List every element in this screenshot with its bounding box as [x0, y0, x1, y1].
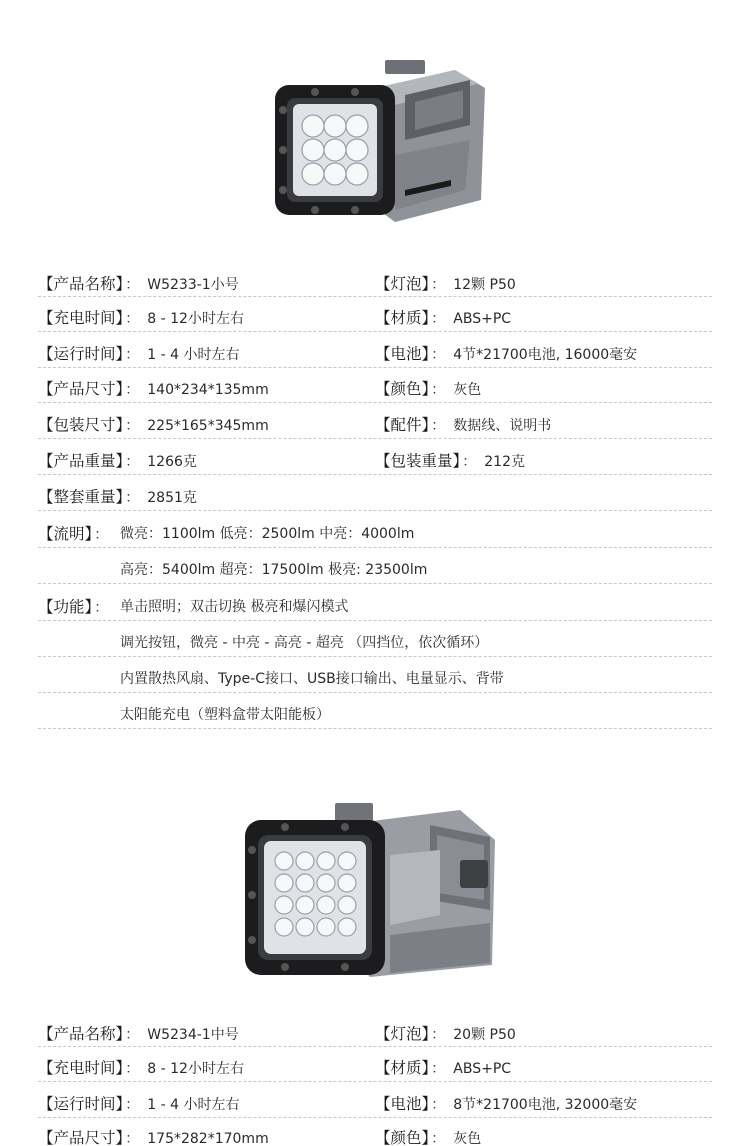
spec-row: [38, 1024, 712, 1047]
spec-cell: [38, 308, 244, 329]
spec-cell: [38, 1094, 239, 1115]
flashlight-9-led-icon: [255, 50, 495, 230]
spec-separator: ：: [431, 277, 446, 293]
spec-row: [38, 344, 712, 368]
spec-value: 微亮：1100lm 低亮：2500lm 中亮：4000lm: [120, 526, 415, 542]
spec-value: 1 - 4 小时左右: [147, 347, 240, 363]
spec-cell: [38, 524, 116, 545]
spec-label: 【运行时间】: [38, 345, 124, 363]
spec-separator: ：: [125, 490, 140, 506]
spec-cell: [38, 344, 239, 365]
spec-row: [38, 274, 712, 297]
spec-label: 【包装重量】: [375, 452, 461, 470]
spec-value: 8 - 12小时左右: [147, 311, 244, 327]
spec-separator: ：: [125, 311, 140, 327]
spec-value: 内置散热风扇、Type-C接口、USB接口输出、电量显示、背带: [120, 671, 504, 687]
spec-label: 【流明】: [38, 525, 93, 543]
spec-separator: ：: [431, 347, 446, 363]
spec-value: 高亮：5400lm 超亮：17500lm 极亮: 23500lm: [120, 562, 428, 578]
spec-value: 175*282*170mm: [147, 1131, 269, 1146]
spec-value: ABS+PC: [453, 1061, 512, 1077]
spec-separator: ：: [125, 1061, 140, 1077]
spec-value: ABS+PC: [453, 311, 512, 327]
spec-cell: [38, 274, 239, 295]
spec-label: 【产品名称】: [38, 275, 124, 293]
spec-separator: ：: [431, 311, 446, 327]
spec-label: 【颜色】: [375, 1129, 430, 1146]
spec-cell: [38, 451, 197, 472]
spec-separator: ：: [431, 1027, 446, 1043]
spec-separator: ：: [125, 382, 140, 398]
function-line: [120, 669, 504, 689]
spec-value: 225*165*345mm: [147, 418, 269, 434]
spec-label: 【包装尺寸】: [38, 416, 124, 434]
spec-cell: [38, 487, 197, 508]
spec-cell: [38, 1128, 269, 1146]
spec-separator: ：: [431, 382, 446, 398]
spec-label: 【充电时间】: [38, 309, 124, 327]
spec-cell: [375, 308, 511, 329]
spec-row: [38, 308, 712, 332]
spec-separator: ：: [125, 1027, 140, 1043]
function-row: [38, 633, 712, 657]
lumens-row: [38, 560, 712, 584]
lumens-line: [120, 560, 427, 580]
spec-label: 【材质】: [375, 1059, 430, 1077]
product-image-2: [0, 795, 750, 985]
spec-cell: [375, 1024, 516, 1045]
function-line: [120, 633, 488, 653]
spec-row: [38, 451, 712, 475]
spec-value: 1 - 4 小时左右: [147, 1097, 240, 1113]
spec-separator: ：: [125, 1097, 140, 1113]
spec-separator: ：: [125, 1131, 140, 1146]
spec-cell: [375, 379, 481, 400]
spec-value: 4节*21700电池, 16000毫安: [453, 347, 638, 363]
spec-cell: [375, 1058, 511, 1079]
spec-cell: [375, 451, 525, 472]
spec-separator: ：: [94, 600, 109, 616]
lumens-row: [38, 524, 712, 548]
spec-cell: [375, 1128, 481, 1146]
flashlight-12-led-icon: [240, 795, 510, 985]
spec-label: 【电池】: [375, 345, 430, 363]
spec-label: 【产品尺寸】: [38, 1129, 124, 1146]
spec-separator: ：: [431, 418, 446, 434]
spec-label: 【充电时间】: [38, 1059, 124, 1077]
spec-value: 2851克: [147, 490, 197, 506]
spec-separator: ：: [125, 277, 140, 293]
spec-value: 1266克: [147, 454, 197, 470]
spec-separator: ：: [462, 454, 477, 470]
function-line: [120, 597, 348, 617]
spec-separator: ：: [431, 1097, 446, 1113]
spec-value: 212克: [484, 454, 525, 470]
spec-cell: [38, 415, 269, 436]
lumens-line: [120, 524, 414, 544]
spec-value: W5234-1中号: [147, 1027, 239, 1043]
function-row: [38, 597, 712, 621]
spec-cell: [38, 379, 269, 400]
spec-separator: ：: [125, 418, 140, 434]
product-image-1: [0, 50, 750, 230]
spec-row: [38, 415, 712, 439]
spec-row: [38, 1058, 712, 1082]
function-row: [38, 705, 712, 729]
spec-separator: ：: [125, 454, 140, 470]
spec-value: 140*234*135mm: [147, 382, 269, 398]
spec-label: 【产品重量】: [38, 452, 124, 470]
spec-value: 20颗 P50: [453, 1027, 516, 1043]
spec-value: 8 - 12小时左右: [147, 1061, 244, 1077]
spec-cell: [38, 1058, 244, 1079]
spec-cell: [375, 344, 637, 365]
spec-cell: [375, 274, 516, 295]
spec-label: 【功能】: [38, 598, 93, 616]
spec-row: [38, 487, 712, 511]
spec-label: 【颜色】: [375, 380, 430, 398]
spec-value: 太阳能充电（塑料盒带太阳能板）: [120, 707, 330, 723]
function-row: [38, 669, 712, 693]
spec-label: 【整套重量】: [38, 488, 124, 506]
spec-label: 【产品名称】: [38, 1025, 124, 1043]
spec-value: 灰色: [453, 382, 482, 398]
spec-separator: ：: [431, 1131, 446, 1146]
spec-row: [38, 379, 712, 403]
spec-label: 【灯泡】: [375, 1025, 430, 1043]
spec-cell: [38, 1024, 239, 1045]
spec-label: 【材质】: [375, 309, 430, 327]
spec-row: [38, 1094, 712, 1118]
spec-label: 【灯泡】: [375, 275, 430, 293]
spec-value: 12颗 P50: [453, 277, 516, 293]
spec-value: 调光按钮，微亮 - 中亮 - 高亮 - 超亮 （四挡位，依次循环）: [120, 635, 489, 651]
spec-row: [38, 1128, 712, 1146]
spec-label: 【产品尺寸】: [38, 380, 124, 398]
spec-label: 【运行时间】: [38, 1095, 124, 1113]
function-line: [120, 705, 330, 725]
spec-cell: [375, 1094, 637, 1115]
spec-separator: ：: [431, 1061, 446, 1077]
spec-value: W5233-1小号: [147, 277, 239, 293]
spec-cell: [375, 415, 551, 436]
spec-separator: ：: [125, 347, 140, 363]
spec-label: 【配件】: [375, 416, 430, 434]
spec-value: 数据线、说明书: [453, 418, 552, 434]
spec-cell: [38, 597, 116, 618]
spec-separator: ：: [94, 527, 109, 543]
spec-value: 8节*21700电池, 32000毫安: [453, 1097, 638, 1113]
spec-value: 单击照明；双击切换 极亮和爆闪模式: [120, 599, 349, 615]
spec-label: 【电池】: [375, 1095, 430, 1113]
spec-value: 灰色: [453, 1131, 482, 1146]
